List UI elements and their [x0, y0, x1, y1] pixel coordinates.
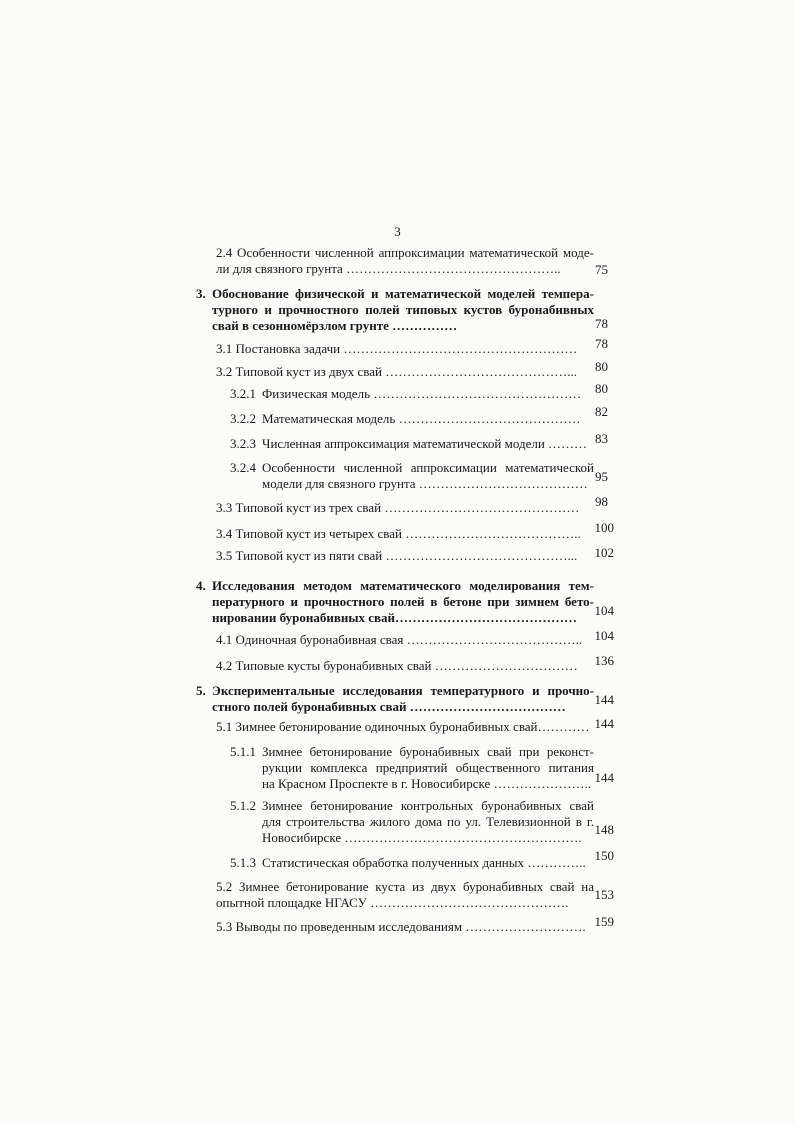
toc-entry [230, 460, 594, 492]
toc-entry [196, 683, 594, 715]
toc-entry-text: 4.2 Типовые кусты буронабивных свай …………………………… [216, 658, 578, 673]
toc-entry [216, 919, 594, 935]
toc-entry-line [216, 245, 594, 261]
toc-entry [216, 341, 594, 357]
toc-entry-line [212, 683, 594, 699]
toc-entry-text: Численная аппроксимация математической модели ……… [262, 436, 588, 451]
toc-page-number: 144 [594, 716, 614, 731]
toc-entry-text: Статистическая обработка полученных данных ………….. [262, 855, 586, 870]
toc-entry-line [230, 855, 594, 871]
toc-entry [196, 286, 594, 334]
toc-entry-line [216, 500, 594, 516]
toc-entry [230, 436, 594, 452]
toc-entry [230, 744, 594, 792]
toc-page-number: 78 [595, 336, 608, 351]
subsection-number: 5.1.3 [230, 855, 256, 870]
toc-entry-text: 3.5 Типовой куст из пяти свай ……………………………………... [216, 548, 578, 563]
toc-entry-text: модели для связного грунта ………………………………… [262, 476, 588, 491]
toc-entry [196, 578, 594, 626]
toc-page-number: 75 [595, 262, 608, 277]
toc-page-number: 80 [595, 381, 608, 396]
toc-page-number: 136 [594, 653, 614, 668]
toc-entry-line [230, 411, 594, 427]
toc-entry-text: нировании буронабивных свай…………………………………… [212, 610, 578, 625]
toc-entry-line [216, 895, 594, 911]
section-number: 4. [196, 578, 206, 593]
toc-entry-line [212, 302, 594, 318]
toc-entry-text: Экспериментальные исследования температурного и прочно- [212, 683, 594, 698]
toc-entry-text: Особенности численной аппроксимации математической [262, 460, 594, 475]
subsection-number: 5.1.2 [230, 798, 256, 813]
toc-entry-line [216, 526, 594, 542]
toc-entry [216, 658, 594, 674]
toc-entry-line [230, 436, 594, 452]
toc-entry-line [230, 476, 594, 492]
toc-page-number: 104 [594, 628, 614, 643]
toc-entry-text: 3.2 Типовой куст из двух свай ……………………………………... [216, 364, 577, 379]
toc-entry-text: Зимнее бетонирование контрольных буронабивных свай [262, 798, 594, 813]
toc-entry-line [212, 286, 594, 302]
toc-page-number: 78 [595, 316, 608, 331]
toc-entry-line [230, 830, 594, 846]
toc-page-number: 98 [595, 494, 608, 509]
toc-entry-line [230, 814, 594, 830]
toc-entry-text: пературного и прочностного полей в бетоне при зимнем бето- [212, 594, 594, 609]
toc-entry-line [230, 460, 594, 476]
toc-entry-text: 5.3 Выводы по проведенным исследованиям ………………………. [216, 919, 586, 934]
toc-page-number: 100 [594, 520, 614, 535]
toc-entry-line [230, 798, 594, 814]
toc-entry-text: свай в сезонномёрзлом грунте …………… [212, 318, 458, 333]
toc-entry-line [216, 632, 594, 648]
toc-entry-line [212, 578, 594, 594]
toc-entry-text: опытной площадке НГАСУ ………………………………………. [216, 895, 569, 910]
toc-entry [216, 245, 594, 277]
toc-entry-line [212, 699, 594, 715]
toc-entry-line [216, 658, 594, 674]
toc-entry-text: 3.3 Типовой куст из трех свай ……………………………………… [216, 500, 580, 515]
toc-entry-line [216, 364, 594, 380]
toc-entry-line [212, 594, 594, 610]
subsection-number: 3.2.3 [230, 436, 256, 451]
toc-entry [216, 364, 594, 380]
toc-page-number: 82 [595, 404, 608, 419]
toc-page-number: 104 [594, 603, 614, 618]
toc-entry [230, 386, 594, 402]
toc-entry-line [212, 318, 594, 334]
toc-entry-text: на Красном Проспекте в г. Новосибирске ………………….. [262, 776, 592, 791]
toc-entry [230, 855, 594, 871]
toc-entry-text: рукции комплекса предприятий общественного питания [262, 760, 594, 775]
subsection-number: 5.1.1 [230, 744, 256, 759]
toc-page-number: 144 [594, 692, 614, 707]
toc-entry-line [216, 719, 594, 735]
toc-entry-line [216, 548, 594, 564]
toc-page-number: 83 [595, 431, 608, 446]
toc-entry-text: ли для связного грунта ………………………………………….. [216, 261, 561, 276]
toc-entry-text: Физическая модель ………………………………………… [262, 386, 582, 401]
toc-page-number: 80 [595, 359, 608, 374]
toc-page-number: 148 [594, 822, 614, 837]
toc-page-number: 144 [594, 770, 614, 785]
subsection-number: 3.2.1 [230, 386, 256, 401]
toc-entry-text: 3.4 Типовой куст из четырех свай ………………………………….. [216, 526, 581, 541]
toc-entry-text: 5.1 Зимнее бетонирование одиночных буронабивных свай………… [216, 719, 590, 734]
toc-entry-text: Математическая модель …………………………………… [262, 411, 581, 426]
page-number: 3 [394, 224, 401, 239]
toc-entry-text: Исследования методом математического моделирования тем- [212, 578, 594, 593]
toc-entry-text: турного и прочностного полей типовых кустов буронабивных [212, 302, 594, 317]
toc-entry [216, 526, 594, 542]
toc-entry-text: Новосибирске ………………………………………………. [262, 830, 582, 845]
toc-entry-line [216, 919, 594, 935]
toc-entry [216, 548, 594, 564]
toc-entry-text: 5.2 Зимнее бетонирование куста из двух буронабивных свай на [216, 879, 594, 894]
toc-entry [216, 632, 594, 648]
toc-entry [230, 798, 594, 846]
toc-entry [216, 879, 594, 911]
subsection-number: 3.2.4 [230, 460, 256, 475]
toc-entry [230, 411, 594, 427]
toc-entry-text: Зимнее бетонирование буронабивных свай при реконст- [262, 744, 594, 759]
toc-page-number: 95 [595, 469, 608, 484]
section-number: 5. [196, 683, 206, 698]
toc-entry-line [230, 386, 594, 402]
toc-page-number: 159 [594, 914, 614, 929]
toc-entry-text: 3.1 Постановка задачи ……………………………………………… [216, 341, 578, 356]
toc-entry-line [230, 744, 594, 760]
section-number: 3. [196, 286, 206, 301]
toc-page-number: 102 [594, 545, 614, 560]
toc-entry-line [212, 610, 594, 626]
toc-entry-line [230, 760, 594, 776]
toc-entry-text: стного полей буронабивных свай ……………………………… [212, 699, 566, 714]
subsection-number: 3.2.2 [230, 411, 256, 426]
toc-entry-text: Обоснование физической и математической моделей темпера- [212, 286, 594, 301]
toc-page-number: 153 [594, 887, 614, 902]
toc-entry-text: 2.4 Особенности численной аппроксимации математической моде- [216, 245, 594, 260]
toc-entry-text: для строительства жилого дома по ул. Телевизионной в г. [262, 814, 594, 829]
toc-entry-text: 4.1 Одиночная буронабивная свая ………………………………….. [216, 632, 583, 647]
toc-entry-line [230, 776, 594, 792]
toc-entry-line [216, 261, 594, 277]
toc-entry-line [216, 879, 594, 895]
toc-entry-line [216, 341, 594, 357]
toc-entry [216, 500, 594, 516]
toc-entry [216, 719, 594, 735]
toc-page-number: 150 [594, 848, 614, 863]
